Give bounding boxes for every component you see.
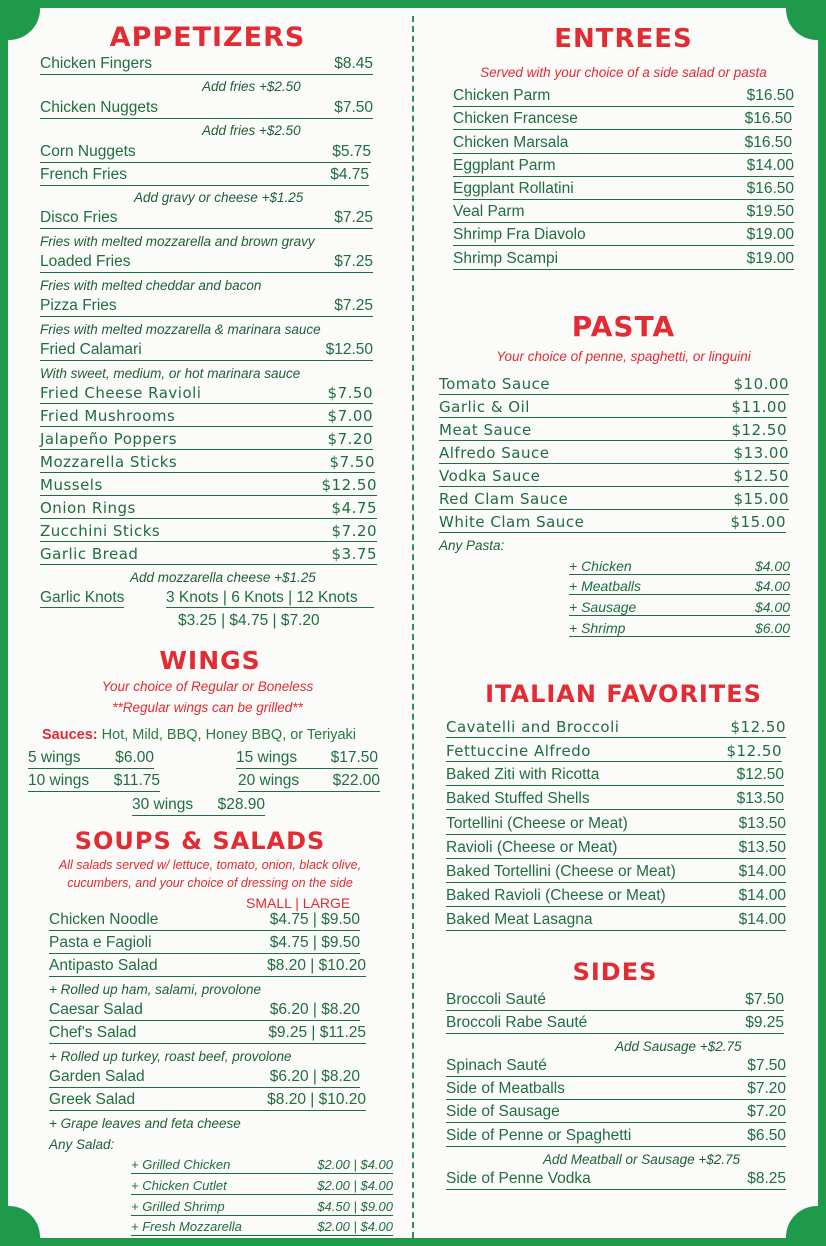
menu-item	[446, 742, 782, 762]
item-price: $11.00	[731, 398, 787, 416]
item-name: Mussels	[40, 476, 103, 494]
menu-item	[40, 209, 373, 229]
menu-item	[453, 110, 792, 130]
menu-item	[453, 157, 794, 177]
item-price: $12.50	[325, 341, 373, 358]
item-name: 30 wings	[132, 796, 194, 813]
item-price: $8.45	[334, 55, 373, 72]
item-name: Fried Cheese Ravioli	[40, 384, 202, 402]
addon-name: + Sausage	[569, 599, 637, 615]
item-name: 15 wings	[236, 749, 298, 766]
entrees-subtitle: Served with your choice of a side salad or pasta	[480, 65, 767, 80]
menu-item	[439, 513, 786, 533]
item-price: $6.00	[115, 749, 154, 766]
item-name: Garlic & Oil	[439, 398, 530, 416]
menu-item	[49, 934, 360, 954]
menu-item	[49, 1091, 366, 1111]
menu-item	[40, 99, 373, 119]
pasta-subtitle: Your choice of penne, spaghetti, or linguini	[496, 349, 751, 364]
item-name: Baked Ziti with Ricotta	[446, 766, 600, 783]
item-name: White Clam Sauce	[439, 513, 585, 531]
item-price: $8.20 | $10.20	[267, 957, 366, 974]
menu-item	[439, 444, 789, 464]
item-price: $14.00	[746, 157, 794, 174]
menu-item	[446, 911, 786, 931]
item-name: Side of Penne or Spaghetti	[446, 1127, 632, 1144]
garlic-knots-prices: $3.25 | $4.75 | $7.20	[178, 612, 320, 629]
item-name: Eggplant Rollatini	[453, 180, 574, 197]
item-price: $14.00	[738, 887, 786, 904]
menu-item	[453, 250, 794, 270]
item-name: Garden Salad	[49, 1068, 145, 1085]
item-note: Fries with melted mozzarella & marinara sauce	[40, 322, 321, 337]
addon-price: $2.00 | $4.00	[317, 1157, 393, 1172]
menu-item	[28, 772, 160, 792]
menu-item	[40, 55, 373, 75]
menu-item	[439, 490, 789, 510]
menu-item	[446, 863, 786, 883]
item-price: $7.20	[747, 1080, 786, 1097]
item-name: Chicken Marsala	[453, 134, 569, 151]
item-price: $16.50	[746, 87, 794, 104]
item-price: $22.00	[332, 772, 380, 789]
item-name: Baked Meat Lasagna	[446, 911, 593, 928]
addon-price: $6.00	[754, 620, 790, 636]
menu-item	[446, 815, 786, 835]
item-price: $16.50	[746, 180, 794, 197]
menu-item	[446, 839, 786, 859]
item-note: With sweet, medium, or hot marinara sauce	[40, 366, 301, 381]
item-name: Baked Tortellini (Cheese or Meat)	[446, 863, 676, 880]
menu-item	[453, 226, 794, 246]
item-name: Pizza Fries	[40, 297, 117, 314]
addon-name: + Chicken	[569, 558, 632, 574]
item-name: Mozzarella Sticks	[40, 453, 178, 471]
item-price: $4.75	[330, 166, 369, 183]
item-price: $5.75	[332, 143, 371, 160]
any-salad-label: Any Salad:	[49, 1137, 115, 1152]
item-price: $7.50	[329, 453, 375, 471]
item-name: 10 wings	[28, 772, 90, 789]
item-price: $13.50	[736, 790, 784, 807]
item-price: $8.25	[747, 1170, 786, 1187]
menu-item	[40, 545, 377, 565]
item-name: Side of Meatballs	[446, 1080, 565, 1097]
item-price: $7.50	[334, 99, 373, 116]
item-price: $3.75	[331, 545, 377, 563]
item-name: Loaded Fries	[40, 253, 131, 270]
appetizers-title: APPETIZERS	[109, 22, 306, 53]
menu-item	[49, 1068, 360, 1088]
item-price: $19.00	[746, 226, 794, 243]
item-price: $10.00	[733, 375, 789, 393]
sauces-line	[42, 727, 356, 743]
menu-item	[446, 766, 784, 786]
item-price: $13.50	[738, 839, 786, 856]
item-note: Add mozzarella cheese +$1.25	[130, 570, 316, 585]
menu-item	[40, 384, 373, 404]
item-name: Broccoli Sauté	[446, 991, 546, 1008]
addon-name: + Grilled Shrimp	[131, 1199, 225, 1214]
item-name: Meat Sauce	[439, 421, 532, 439]
italian-favorites-title: ITALIAN FAVORITES	[485, 680, 762, 708]
item-price: $12.50	[730, 718, 786, 736]
item-name: Spinach Sauté	[446, 1057, 547, 1074]
item-price: $16.50	[744, 134, 792, 151]
entrees-title: ENTREES	[554, 24, 693, 54]
sauces-text: Hot, Mild, BBQ, Honey BBQ, or Teriyaki	[97, 727, 357, 743]
item-name: Tortellini (Cheese or Meat)	[446, 815, 628, 832]
menu-item	[40, 253, 373, 273]
item-price: $12.50	[321, 476, 377, 494]
column-divider	[412, 16, 414, 1238]
item-name: 5 wings	[28, 749, 81, 766]
item-price: $6.50	[747, 1127, 786, 1144]
item-note: Fries with melted mozzarella and brown gravy	[40, 234, 315, 249]
item-price: $16.50	[744, 110, 792, 127]
menu-item	[40, 341, 373, 361]
menu-item	[446, 1170, 786, 1190]
item-note: + Grape leaves and feta cheese	[49, 1116, 241, 1131]
item-name: Ravioli (Cheese or Meat)	[446, 839, 618, 856]
menu-item	[49, 911, 360, 931]
item-note: + Rolled up turkey, roast beef, provolone	[49, 1049, 292, 1064]
menu-item	[49, 1024, 366, 1044]
item-name: Fried Mushrooms	[40, 407, 176, 425]
menu-item	[446, 887, 786, 907]
soups-salads-title: SOUPS & SALADS	[74, 827, 326, 855]
menu-item	[446, 1057, 786, 1077]
menu-item	[40, 453, 375, 473]
item-name: Onion Rings	[40, 499, 136, 517]
addon-name: + Shrimp	[569, 620, 626, 636]
sauces-label: Sauces:	[42, 727, 98, 743]
item-name: Fried Calamari	[40, 341, 142, 358]
menu-item	[40, 430, 373, 450]
item-name: Chicken Noodle	[49, 911, 159, 928]
item-price: $9.25	[745, 1014, 784, 1031]
item-name: Cavatelli and Broccoli	[446, 718, 620, 736]
item-name: Garlic Bread	[40, 545, 139, 563]
item-price: $14.00	[738, 911, 786, 928]
item-name: Greek Salad	[49, 1091, 136, 1108]
menu-item	[446, 790, 784, 810]
item-name: Shrimp Scampi	[453, 250, 559, 267]
size-header: SMALL | LARGE	[246, 895, 351, 911]
garlic-knots-name: Garlic Knots	[40, 589, 125, 606]
item-price: $19.00	[746, 250, 794, 267]
menu-item	[40, 297, 373, 317]
item-name: Veal Parm	[453, 203, 525, 220]
item-price: $7.20	[331, 522, 377, 540]
sides-title: SIDES	[572, 958, 658, 986]
item-price: $14.00	[738, 863, 786, 880]
addon-item	[131, 1199, 393, 1216]
item-name: Chicken Parm	[453, 87, 551, 104]
addon-price: $2.00 | $4.00	[317, 1178, 393, 1193]
item-name: Chef's Salad	[49, 1024, 137, 1041]
addon-name: + Meatballs	[569, 578, 641, 594]
item-price: $19.50	[746, 203, 794, 220]
menu-item	[49, 957, 366, 977]
menu-item	[453, 203, 794, 223]
item-price: $11.75	[113, 772, 160, 789]
item-note: Add Meatball or Sausage +$2.75	[543, 1152, 741, 1167]
addon-item	[131, 1178, 393, 1195]
item-price: $15.00	[730, 513, 786, 531]
item-name: Pasta e Fagioli	[49, 934, 152, 951]
item-price: $7.25	[334, 253, 373, 270]
item-price: $7.50	[747, 1057, 786, 1074]
item-name: French Fries	[40, 166, 127, 183]
menu-item	[439, 421, 787, 441]
item-price: $7.50	[327, 384, 373, 402]
salads-subtitle: All salads served w/ lettuce, tomato, onion, black olive,	[58, 858, 362, 872]
item-price: $7.20	[747, 1103, 786, 1120]
item-name: 20 wings	[238, 772, 300, 789]
menu-item	[49, 1001, 360, 1021]
menu-item	[238, 772, 380, 792]
menu-item	[28, 749, 154, 769]
menu-item	[40, 499, 377, 519]
addon-item	[569, 558, 790, 575]
salads-subtitle: cucumbers, and your choice of dressing on the side	[67, 876, 353, 890]
menu-item	[236, 749, 378, 769]
addon-item	[131, 1157, 393, 1174]
any-pasta-label: Any Pasta:	[439, 538, 505, 553]
item-name: Eggplant Parm	[453, 157, 556, 174]
item-name: Shrimp Fra Diavolo	[453, 226, 586, 243]
item-name: Caesar Salad	[49, 1001, 143, 1018]
addon-name: + Chicken Cutlet	[131, 1178, 227, 1193]
item-name: Broccoli Rabe Sauté	[446, 1014, 588, 1031]
item-price: $6.20 | $8.20	[269, 1068, 360, 1085]
addon-price: $4.00	[754, 599, 790, 615]
item-note: + Rolled up ham, salami, provolone	[49, 982, 261, 997]
addon-item	[569, 578, 790, 595]
item-price: $9.25 | $11.25	[268, 1024, 366, 1041]
menu-item	[453, 87, 794, 107]
item-name: Side of Penne Vodka	[446, 1170, 591, 1187]
addon-item	[569, 599, 790, 616]
addon-name: + Grilled Chicken	[131, 1157, 231, 1172]
item-price: $15.00	[733, 490, 789, 508]
item-price: $8.20 | $10.20	[267, 1091, 366, 1108]
item-name: Disco Fries	[40, 209, 118, 226]
item-price: $7.25	[334, 209, 373, 226]
item-name: Corn Nuggets	[40, 143, 136, 160]
item-price: $7.25	[334, 297, 373, 314]
item-price: $28.90	[217, 796, 265, 813]
item-price: $17.50	[330, 749, 378, 766]
wings-subtitle: Your choice of Regular or Boneless	[101, 679, 314, 694]
item-name: Chicken Fingers	[40, 55, 152, 72]
item-price: $12.50	[726, 742, 782, 760]
item-name: Fettuccine Alfredo	[446, 742, 591, 760]
item-price: $7.00	[327, 407, 373, 425]
menu-item	[446, 1080, 786, 1100]
item-price: $12.50	[736, 766, 784, 783]
item-price: $7.20	[327, 430, 373, 448]
item-name: Alfredo Sauce	[439, 444, 550, 462]
item-name: Jalapeño Poppers	[40, 430, 178, 448]
addon-price: $4.50 | $9.00	[317, 1199, 393, 1214]
item-name: Chicken Francese	[453, 110, 578, 127]
addon-item	[569, 620, 790, 637]
item-note: Fries with melted cheddar and bacon	[40, 278, 262, 293]
addon-price: $4.00	[754, 558, 790, 574]
item-name: Tomato Sauce	[439, 375, 551, 393]
pasta-title: PASTA	[571, 310, 676, 343]
item-name: Red Clam Sauce	[439, 490, 569, 508]
addon-price: $2.00 | $4.00	[317, 1219, 393, 1234]
item-note: Add fries +$2.50	[202, 123, 301, 138]
item-name: Baked Stuffed Shells	[446, 790, 590, 807]
addon-name: + Fresh Mozzarella	[131, 1219, 242, 1234]
item-price: $13.50	[738, 815, 786, 832]
wings-title: WINGS	[159, 646, 261, 675]
item-price: $12.50	[733, 467, 789, 485]
menu-item	[40, 407, 373, 427]
item-name: Chicken Nuggets	[40, 99, 159, 116]
item-name: Side of Sausage	[446, 1103, 560, 1120]
menu-item	[446, 1103, 786, 1123]
item-price: $4.75 | $9.50	[269, 911, 360, 928]
menu-item	[446, 1127, 786, 1147]
menu-item	[132, 796, 265, 816]
item-name: Baked Ravioli (Cheese or Meat)	[446, 887, 666, 904]
menu-item	[446, 718, 786, 738]
item-name: Zucchini Sticks	[40, 522, 161, 540]
wings-subtitle: **Regular wings can be grilled**	[112, 700, 303, 715]
item-price: $6.20 | $8.20	[269, 1001, 360, 1018]
item-price: $7.50	[745, 991, 784, 1008]
item-note: Add gravy or cheese +$1.25	[134, 190, 304, 205]
item-name: Antipasto Salad	[49, 957, 158, 974]
menu-item	[446, 1014, 784, 1034]
item-note: Add Sausage +$2.75	[615, 1039, 742, 1054]
item-price: $12.50	[731, 421, 787, 439]
menu-item	[40, 522, 377, 542]
item-name: Vodka Sauce	[439, 467, 541, 485]
item-price: $4.75	[331, 499, 377, 517]
garlic-knots-sizes: 3 Knots | 6 Knots | 12 Knots	[166, 589, 374, 608]
menu-item	[439, 375, 789, 395]
menu-item	[439, 398, 787, 418]
menu-item	[40, 143, 371, 163]
addon-price: $4.00	[754, 578, 790, 594]
menu-item	[40, 476, 377, 496]
menu-item	[453, 180, 794, 200]
item-price: $13.00	[733, 444, 789, 462]
menu-item	[439, 467, 789, 487]
menu-item	[40, 166, 369, 186]
item-price: $4.75 | $9.50	[269, 934, 360, 951]
item-note: Add fries +$2.50	[202, 79, 301, 94]
menu-item	[446, 991, 784, 1011]
menu-item	[453, 134, 792, 154]
addon-item	[131, 1219, 393, 1236]
